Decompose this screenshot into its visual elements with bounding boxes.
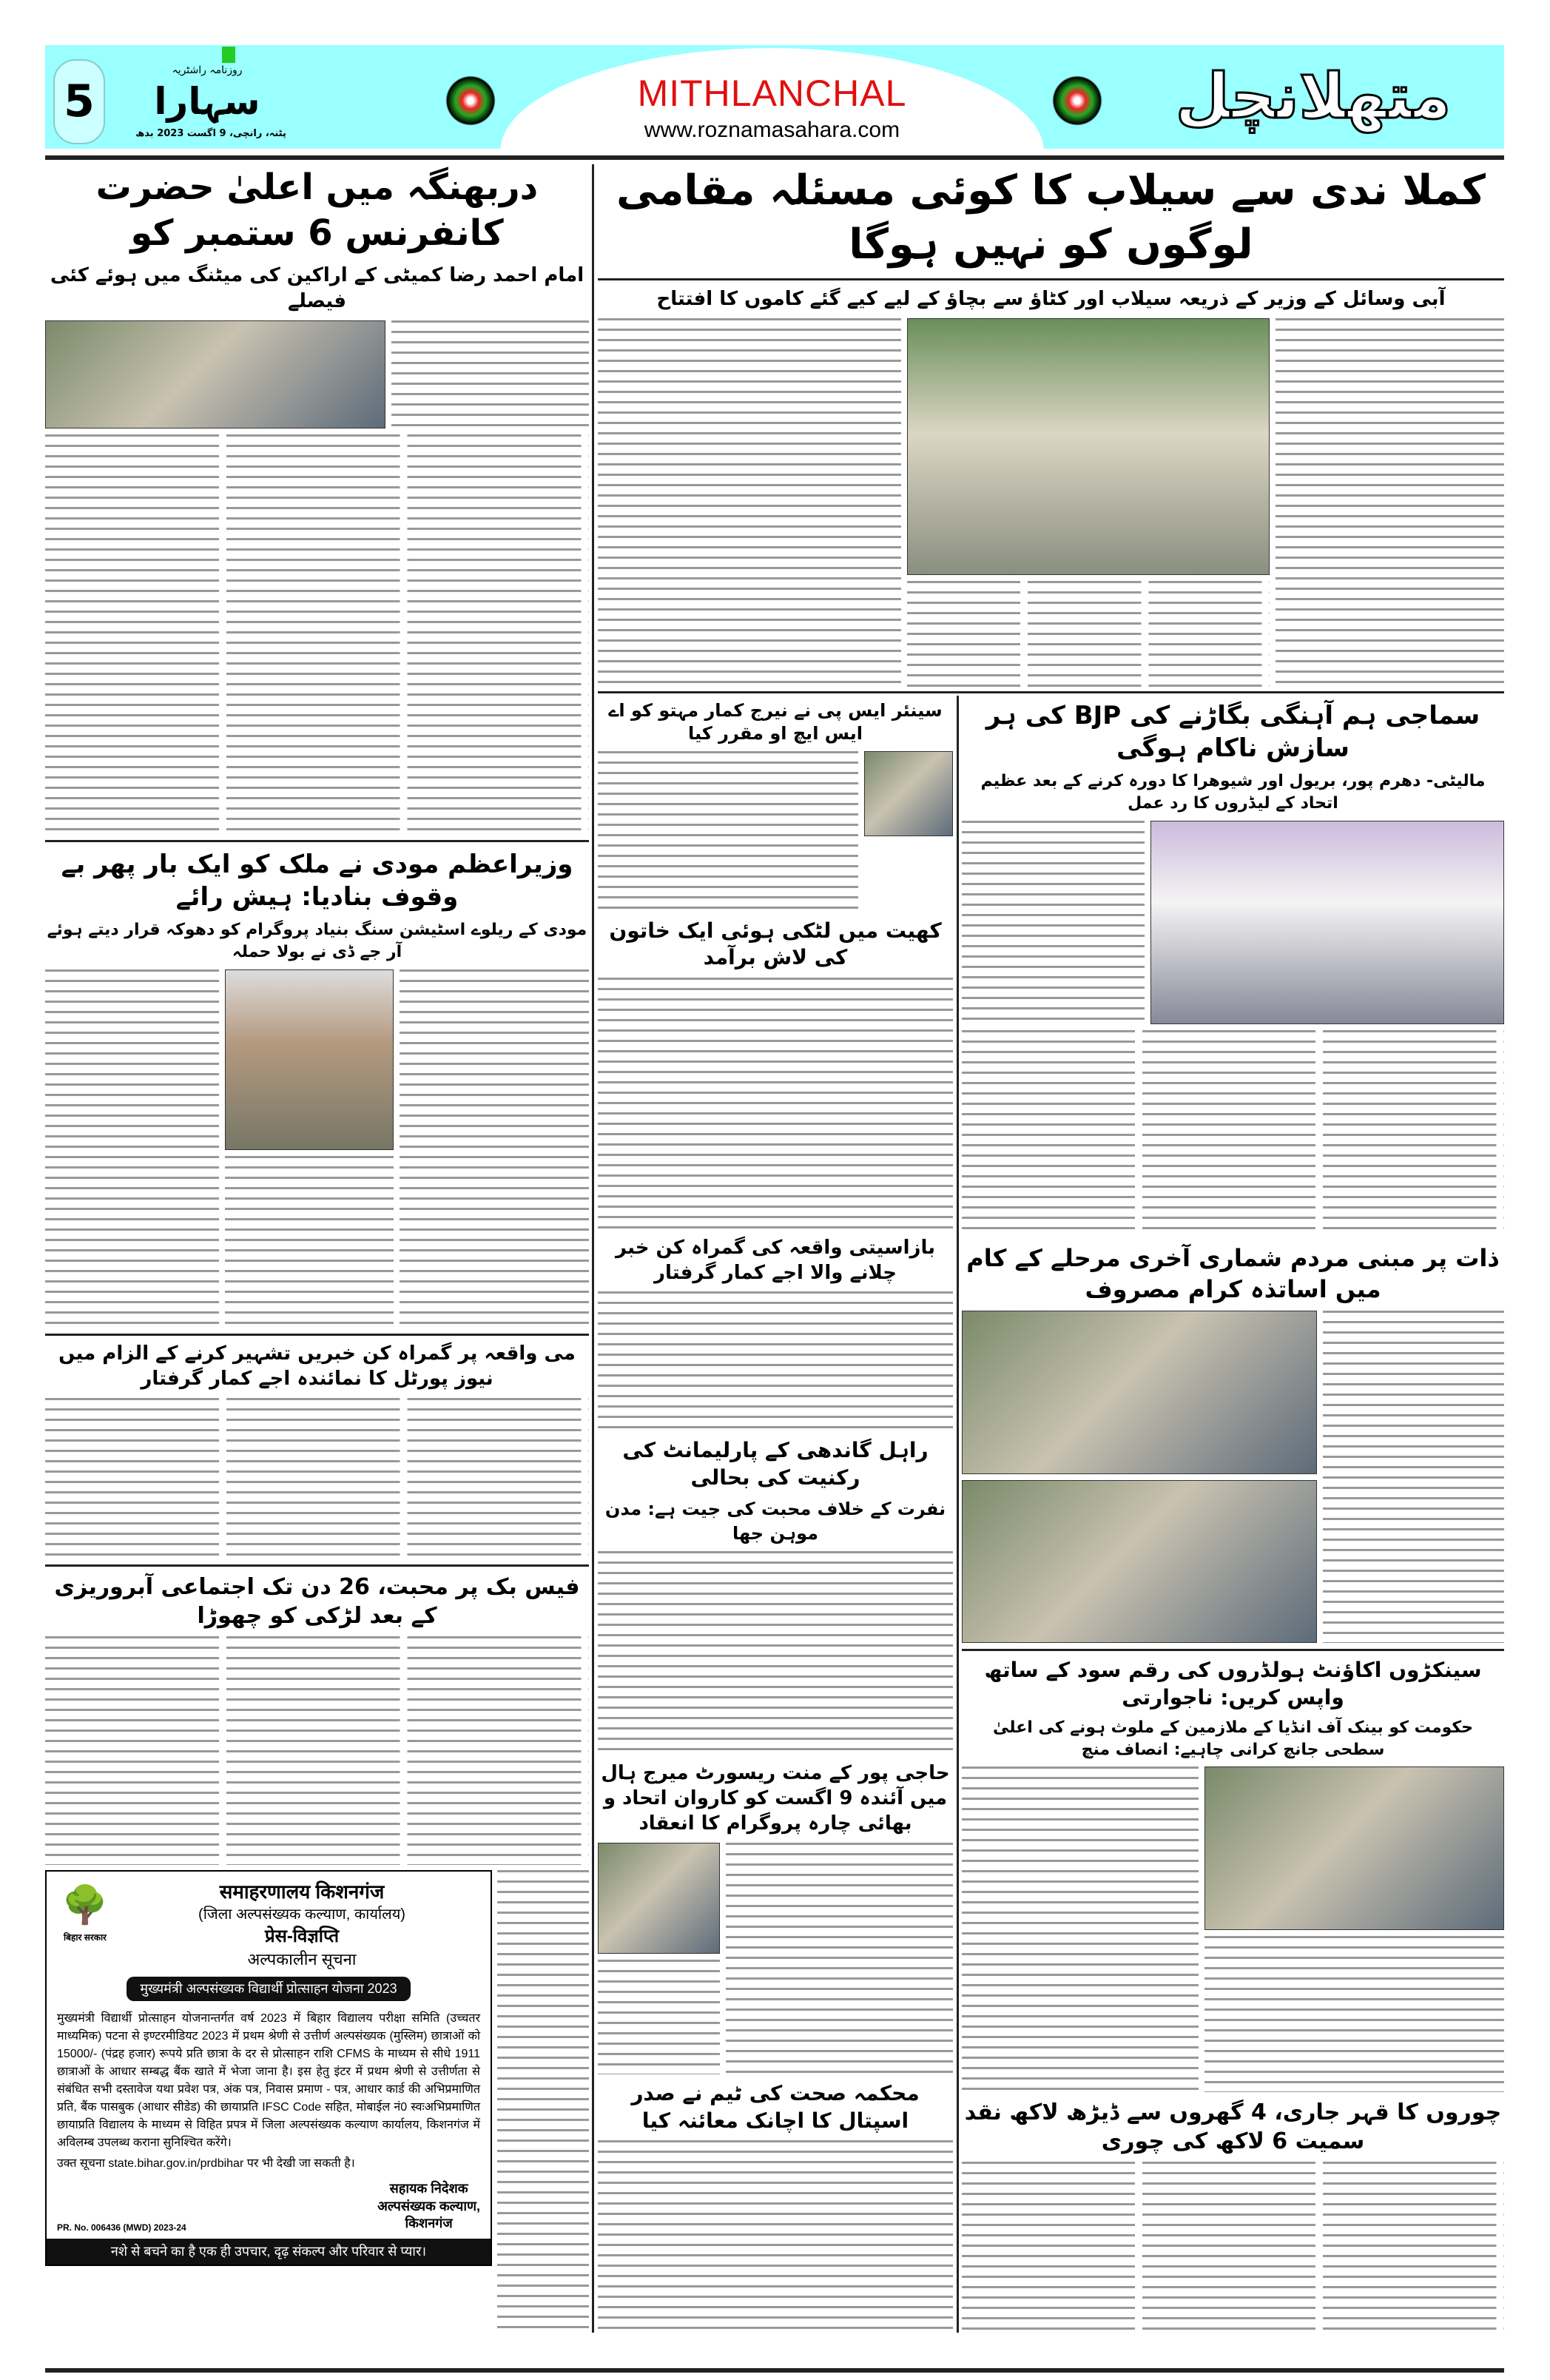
article-body-text — [726, 1843, 953, 2074]
headline-theft: چوروں کا قہر جاری، 4 گھروں سے ڈیڑھ لاکھ نقد سمیت 6 لاکھ کی چوری — [964, 2100, 1502, 2155]
article-body-text — [598, 1960, 720, 2074]
ad-notice: अल्पकालीन सूचना — [247, 1950, 357, 1969]
headline-modi: وزیراعظم مودی نے ملک کو ایک بار پھر بے وقوف بنادیا: ہیش رائے — [61, 849, 573, 912]
signatory-line: अल्पसंख्यक कल्याण, — [377, 2198, 480, 2213]
subhead-rahul: نفرت کے خلاف محبت کی جیت ہے: مدن موہن جھا — [604, 1499, 946, 1544]
article-body-text — [962, 2162, 1504, 2331]
ad-department: (जिला अल्पसंख्यक कल्याण, कार्यालय) — [198, 1906, 405, 1923]
emblem-caption: बिहार सरकार — [64, 1932, 107, 1943]
headline-bjp: سماجی ہم آہنگی بگاڑنے کی BJP کی ہر سازش ناکام ہوگی — [985, 701, 1480, 764]
ad-signatory — [377, 2180, 480, 2232]
article-body-text — [391, 320, 589, 428]
article-body-text — [1276, 318, 1504, 688]
ad-slogan: नशे से बचने का है एक ही उपचार, दृढ़ संकल्प और परिवार से प्यार। — [47, 2239, 491, 2265]
article-body-text — [907, 581, 1270, 688]
article-body-text — [45, 969, 219, 1328]
headline-body-found: کھیت میں لٹکی ہوئی ایک خاتون کی لاش برآمد — [609, 918, 942, 970]
article-body-text — [598, 2140, 953, 2331]
pr-number: PR. No. 006436 (MWD) 2023-24 — [57, 2222, 186, 2233]
subhead-kamla-flood: آبی وسائل کے وزیر کے ذریعہ سیلاب اور کٹاؤ سے بچاؤ کے لیے کیے گئے کاموں کا افتتاح — [656, 287, 1446, 310]
article-body-text — [962, 1030, 1504, 1237]
divider — [598, 691, 1504, 693]
column-divider — [592, 164, 594, 2333]
article-body-text — [598, 978, 953, 1230]
lead-story — [598, 164, 1504, 688]
article-body-text — [962, 821, 1145, 1025]
section-title-en: MITHLANCHAL — [637, 73, 907, 114]
divider — [598, 278, 1504, 280]
signatory-line: सहायक निदेशक — [389, 2181, 468, 2196]
divider — [45, 1564, 589, 1567]
ssp-photo — [864, 751, 953, 836]
ad-web-note: उक्त सूचना state.bihar.gov.in/prdbihar पर भी देखी जा सकती है। — [57, 2157, 355, 2171]
census-photo — [962, 1480, 1317, 1643]
leaders-group-photo — [1150, 821, 1504, 1025]
headline-facebook: فیس بک پر محبت، 26 دن تک اجتماعی آبروریزی کے بعد لڑکی کو چھوڑا — [54, 1573, 580, 1629]
article-body-text — [400, 969, 589, 1328]
scheme-banner: मुख्यमंत्री अल्पसंख्यक विद्यार्थी प्रोत्साहन योजना 2023 — [127, 1977, 410, 2001]
paper-tagline: روزنامہ راشٹریہ — [172, 64, 243, 76]
subhead-accounts: حکومت کو بینک آف انڈیا کے ملازمین کے ملوث ہونے کی اعلیٰ سطحی جانچ کرانی چاہیے: انصاف منچ — [992, 1718, 1474, 1759]
left-column — [45, 164, 589, 1865]
article-body-text — [497, 1870, 589, 2333]
headline-rahul: راہل گاندھی کے پارلیمانٹ کی رکنیت کی بحالی — [622, 1438, 929, 1490]
right-column — [962, 699, 1504, 2331]
headline-news-portal: می واقعہ پر گمراہ کن خبریں تشہیر کرنے کے الزام میں نیوز پورٹل کا نمائندہ اجے کمار گرفتار — [58, 1342, 576, 1391]
article-body-text — [962, 1766, 1199, 2092]
divider — [45, 1334, 589, 1336]
section-title-urdu: متھلانچل — [1175, 60, 1452, 132]
portrait-photo — [598, 1843, 720, 1954]
article-body-text — [45, 1636, 589, 1865]
headline-accounts: سینکڑوں اکاؤنٹ ہولڈروں کی رقم سود کے ساتھ واپس کریں: ناجوارتی — [984, 1658, 1482, 1710]
article-body-text — [598, 751, 858, 912]
portrait-photo — [225, 969, 394, 1150]
minister-inspection-photo — [907, 318, 1270, 575]
subhead-darbhanga-conference: امام احمد رضا کمیٹی کے اراکین کی میٹنگ میں ہوئے کئی فیصلے — [50, 263, 584, 312]
middle-column — [598, 699, 953, 2331]
bank-meeting-photo — [1204, 1766, 1504, 1930]
footer-rule — [45, 2368, 1504, 2373]
headline-ajay-arrest: بازاسیتی واقعہ کی گمراہ کن خبر چلانے والا اجے کمار گرفتار — [615, 1236, 936, 1284]
logo-one-mark — [222, 47, 235, 63]
page-number: 5 — [53, 59, 105, 144]
divider — [962, 1649, 1504, 1651]
starburst-icon — [444, 74, 497, 127]
headline-health: محکمہ صحت کی ٹیم نے صدر اسپتال کا اچانک معائنہ کیا — [631, 2081, 920, 2133]
census-photo — [962, 1311, 1317, 1473]
article-body-text — [1204, 1936, 1504, 2092]
article-body-text — [598, 318, 901, 688]
article-body-text — [598, 1551, 953, 1756]
article-body-text — [225, 1156, 394, 1328]
meeting-photo — [45, 320, 385, 428]
article-body-text — [45, 434, 589, 834]
ad-type: प्रेस-विज्ञप्ति — [264, 1926, 340, 1947]
government-press-notice-ad — [45, 1870, 492, 2266]
article-body-text — [1323, 1311, 1504, 1643]
paper-logo: سہارا — [154, 80, 260, 123]
article-body-text — [598, 1291, 953, 1431]
column-divider — [957, 696, 959, 2333]
masthead-rule — [45, 155, 1504, 160]
subhead-modi: مودی کے ریلوے اسٹیشن سنگ بنیاد پروگرام کو دھوکہ قرار دیتے ہوئے آر جے ڈی نے بولا حملہ — [47, 921, 587, 961]
ad-body — [47, 2007, 491, 2176]
divider — [45, 840, 589, 842]
website-link[interactable]: www.roznamasahara.com — [644, 118, 900, 142]
starburst-icon — [1051, 74, 1104, 127]
headline-hajipur: حاجی پور کے منت ریسورٹ میرج ہال میں آئندہ 9 اگست کو کاروان اتحاد و بھائی چارہ پروگرام کا انعقاد — [601, 1762, 950, 1835]
headline-census: ذات پر مبنی مردم شماری آخری مرحلے کے کام میں اساتذہ کرام مصروف — [966, 1244, 1500, 1303]
signatory-line: किशनगंज — [405, 2216, 453, 2231]
headline-kamla-flood: کملا ندی سے سیلاب کا کوئی مسئلہ مقامی لوگوں کو نہیں ہوگا — [616, 167, 1486, 269]
bihar-emblem-icon: 🌳 — [61, 1884, 109, 1926]
edition-date: پٹنہ، رانچی، 9 اگست 2023 بدھ — [135, 128, 286, 139]
headline-ssp: سینئر ایس پی نے نیرج کمار مہتو کو اے ایس ایچ او مقرر کیا — [608, 700, 943, 744]
ad-body-text: मुख्यमंत्री विद्यार्थी प्रोत्साहन योजनान्तर्गत वर्ष 2023 में बिहार विद्यालय परीक्षा समिति (उच्चतर माध्यमिक) पटना से इण्टरमीडियट 2023 में प्रथम श्रेणी से उत्तीर्ण अल्पसंख्यक (मुस्लिम) छात्राओं को 15000/- (पंद्रह हजार) रूपये प्रति छात्रा के दर से प्रोत्साहन राशि CFMS के माध्यम से सीधे 1911 छात्राओं के आधार सम्बद्ध बैंक खाते में भेजा जाना है। इस हेतु इंटर में प्रथम श्रेणी से उत्तीर्णता से संबंधित सभी दस्तावेज यथा प्रवेश पत्र, अंक पत्र, निवास प्रमाण - पत्र, आधार कार्ड की अभिप्रमाणित प्रति, बैंक पासबुक (आधार सीडेड) की छायाप्रति IFSC Code सहित, मोबाईल नं0 स्वःअभिप्रमाणित छायाप्रति विद्यालय के माध्यम से विहित प्रपत्र में जिला अल्पसंख्यक कल्याण कार्यालय, किशनगंज में अविलम्ब उपलब्ध कराना सुनिश्चित करेंगे। — [57, 2012, 480, 2150]
article-body-text — [45, 1398, 589, 1559]
ad-office: समाहरणालय किशनगंज — [219, 1880, 385, 1903]
headline-darbhanga-conference: دربھنگہ میں اعلیٰ حضرت کانفرنس 6 ستمبر کو — [95, 167, 539, 255]
subhead-bjp: مالیٹی- دھرم پور، بریول اور شیوھرا کا دورہ کرنے کے بعد عظیم اتحاد کے لیڈروں کا رد عمل — [980, 772, 1486, 813]
